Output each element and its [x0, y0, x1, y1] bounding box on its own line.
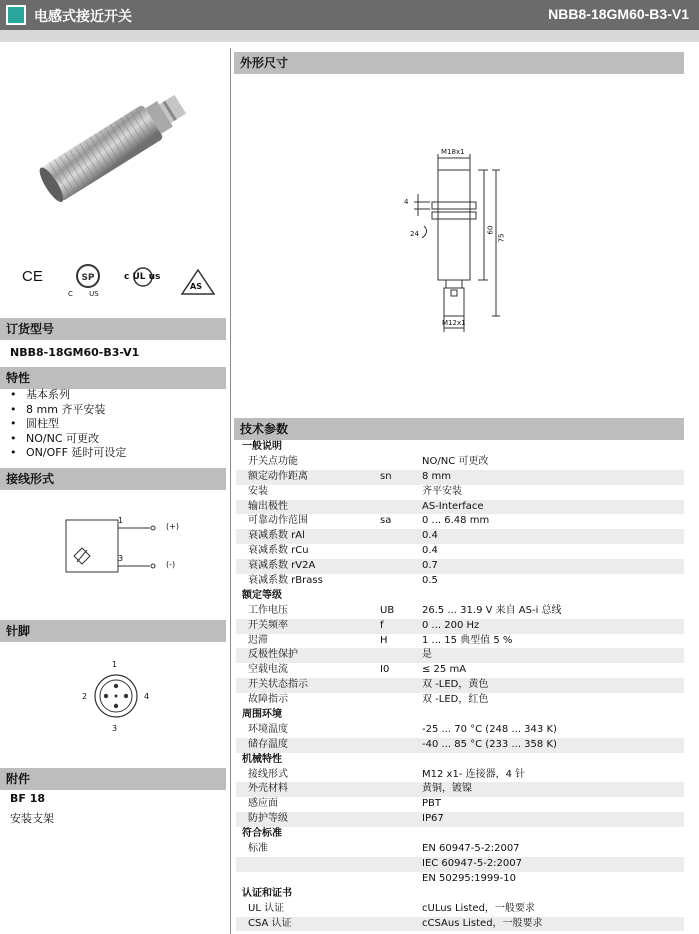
spec-row	[236, 902, 684, 917]
spec-row	[236, 678, 684, 693]
spec-value: EN 50295:1999-10	[422, 872, 516, 884]
spec-value: 双 -LED，红色	[422, 694, 489, 706]
spec-value: 齐平安装	[422, 485, 462, 497]
pinout-header: 针脚	[0, 620, 226, 642]
spec-category-label: 一般说明	[242, 441, 282, 452]
dimensions-header: 外形尺寸	[234, 52, 684, 74]
spec-symbol: sn	[380, 470, 392, 482]
spec-row	[236, 559, 684, 574]
feature-item: • NO/NC 可更改	[10, 432, 126, 447]
spec-row	[236, 857, 684, 872]
spec-label: UL 认证	[248, 902, 285, 914]
spec-value: cCSAus Listed，一般要求	[422, 917, 543, 929]
spec-value: 8 mm	[422, 470, 452, 482]
spec-row	[236, 663, 684, 678]
part-number-title: NBB8-18GM60-B3-V1	[548, 6, 689, 22]
spec-value: 1 ... 15 典型值 5 %	[422, 634, 513, 646]
spec-value: 0.4	[422, 545, 438, 557]
spec-category-label: 认证和证书	[242, 887, 292, 899]
feature-item: • 基本系列	[10, 388, 126, 403]
spec-row	[236, 723, 684, 738]
ul-label: c UL us	[124, 272, 161, 282]
wiring-plus: (+)	[166, 522, 179, 531]
spec-label: 开关点功能	[248, 455, 298, 467]
spec-value: 0.5	[422, 575, 438, 587]
spec-category-label: 机械特性	[242, 753, 282, 765]
dim-75: 75	[497, 233, 506, 243]
pin-1-label: 1	[112, 660, 118, 669]
spec-row	[236, 619, 684, 634]
spec-label: 环境温度	[248, 723, 288, 735]
spec-symbol: H	[380, 634, 388, 646]
header-bar	[0, 0, 699, 30]
spec-label: 储存温度	[248, 738, 288, 750]
spec-row	[236, 648, 684, 663]
pin-3-label: 3	[112, 724, 118, 733]
feature-item: • ON/OFF 延时可设定	[10, 446, 126, 461]
spec-label: 可靠动作范围	[248, 515, 308, 527]
spec-value: cULus Listed，一般要求	[422, 902, 535, 914]
features-header: 特性	[0, 367, 226, 389]
spec-row	[236, 470, 684, 485]
spec-label: 衰减系数 rV2A	[248, 560, 316, 572]
wiring-minus: (-)	[166, 560, 176, 569]
spec-category	[236, 708, 684, 723]
spec-row	[236, 634, 684, 649]
wiring-diagram	[60, 510, 200, 580]
ce-mark: CE	[22, 268, 43, 285]
page-title: 电感式接近开关	[34, 9, 132, 25]
spec-label: 额定动作距离	[248, 470, 308, 482]
spec-category-label: 周围环境	[242, 709, 282, 721]
spec-label: 衰减系数 rCu	[248, 545, 309, 557]
spec-category-label: 符合标准	[242, 828, 282, 840]
spec-value: 是	[422, 649, 432, 661]
spec-value: EN 60947-5-2:2007	[422, 843, 520, 855]
spec-label: 故障指示	[248, 694, 288, 706]
spec-row	[236, 782, 684, 797]
spec-label: 反极性保护	[248, 649, 298, 661]
order-code: NBB8-18GM60-B3-V1	[10, 346, 140, 359]
spec-header: 技术参数	[234, 418, 684, 440]
spec-label: 标准	[248, 843, 268, 855]
column-divider	[230, 48, 231, 934]
spec-symbol: UB	[380, 604, 395, 616]
spec-row	[236, 544, 684, 559]
spec-row	[236, 604, 684, 619]
spec-row	[236, 574, 684, 589]
spec-category	[236, 887, 684, 902]
spec-row	[236, 738, 684, 753]
brand-square-icon	[6, 5, 26, 25]
feature-item: • 圆柱型	[10, 417, 126, 432]
spec-row	[236, 917, 684, 932]
spec-value: IP67	[422, 813, 444, 825]
spec-value: 26.5 ... 31.9 V 来自 AS-i 总线	[422, 604, 562, 616]
spec-label: 接线形式	[248, 768, 288, 780]
spec-label: CSA 认证	[248, 917, 292, 929]
spec-row	[236, 768, 684, 783]
accessory-code: BF 18	[10, 792, 46, 805]
spec-category	[236, 440, 684, 455]
spec-row	[236, 485, 684, 500]
spec-value: NO/NC 可更改	[422, 455, 489, 467]
spec-symbol: I0	[380, 664, 390, 676]
sub-bar	[0, 30, 699, 42]
wiring-pin3: 3	[118, 554, 124, 563]
accessory-desc: 安装支架	[10, 812, 54, 825]
spec-row	[236, 529, 684, 544]
spec-value: 0 ... 6.48 mm	[422, 515, 490, 527]
wiring-pin1: 1	[118, 516, 124, 525]
pinout-diagram	[92, 672, 140, 720]
spec-row	[236, 500, 684, 515]
spec-label: 开关状态指示	[248, 679, 308, 691]
spec-value: 0 ... 200 Hz	[422, 619, 480, 631]
dim-4: 4	[404, 198, 409, 206]
spec-value: 0.7	[422, 560, 438, 572]
spec-label: 防护等级	[248, 813, 288, 825]
accessories-header: 附件	[0, 768, 226, 790]
spec-row	[236, 797, 684, 812]
dim-m18: M18x1	[441, 148, 465, 156]
spec-value: AS-Interface	[422, 500, 484, 512]
spec-symbol: f	[380, 619, 384, 631]
product-image	[30, 80, 200, 210]
spec-row	[236, 693, 684, 708]
spec-label: 安装	[248, 485, 268, 497]
spec-row	[236, 872, 684, 887]
as-label: AS	[190, 282, 202, 291]
pin-4-label: 4	[144, 692, 150, 701]
spec-category	[236, 589, 684, 604]
pin-2-label: 2	[82, 692, 88, 701]
spec-value: 黄铜，镀镍	[422, 783, 472, 795]
spec-row	[236, 812, 684, 827]
spec-value: -40 ... 85 °C (233 ... 358 K)	[422, 738, 557, 750]
spec-row	[236, 514, 684, 529]
spec-value: 0.4	[422, 530, 438, 542]
spec-symbol: sa	[380, 515, 392, 527]
dim-60: 60	[486, 225, 495, 235]
spec-label: 感应面	[248, 798, 278, 810]
spec-table	[236, 440, 684, 931]
wiring-header: 接线形式	[0, 468, 226, 490]
spec-category-label: 额定等级	[242, 589, 282, 601]
spec-label: 衰减系数 rBrass	[248, 575, 323, 587]
spec-value: ≤ 25 mA	[422, 664, 467, 676]
spec-label: 衰减系数 rAl	[248, 530, 305, 542]
spec-label: 开关频率	[248, 619, 288, 631]
spec-row	[236, 455, 684, 470]
spec-category	[236, 827, 684, 842]
order-code-header: 订货型号	[0, 318, 226, 340]
svg-text:SP: SP	[81, 273, 95, 283]
spec-category	[236, 753, 684, 768]
spec-value: IEC 60947-5-2:2007	[422, 857, 522, 869]
spec-value: PBT	[422, 798, 441, 810]
csa-label: C US	[68, 290, 99, 298]
feature-item: • 8 mm 齐平安装	[10, 403, 126, 418]
features-list	[10, 388, 126, 461]
spec-label: 工作电压	[248, 604, 288, 616]
spec-label: 输出极性	[248, 500, 288, 512]
spec-value: M12 x1- 连接器，4 针	[422, 768, 526, 780]
spec-label: 迟滞	[248, 634, 268, 646]
spec-row	[236, 842, 684, 857]
dim-m12: M12x1	[442, 319, 466, 327]
spec-label: 空载电流	[248, 664, 288, 676]
spec-label: 外壳材料	[248, 783, 288, 795]
spec-value: -25 ... 70 °C (248 ... 343 K)	[422, 723, 557, 735]
dim-24: 24	[410, 230, 419, 238]
spec-value: 双 -LED，黄色	[422, 679, 489, 691]
